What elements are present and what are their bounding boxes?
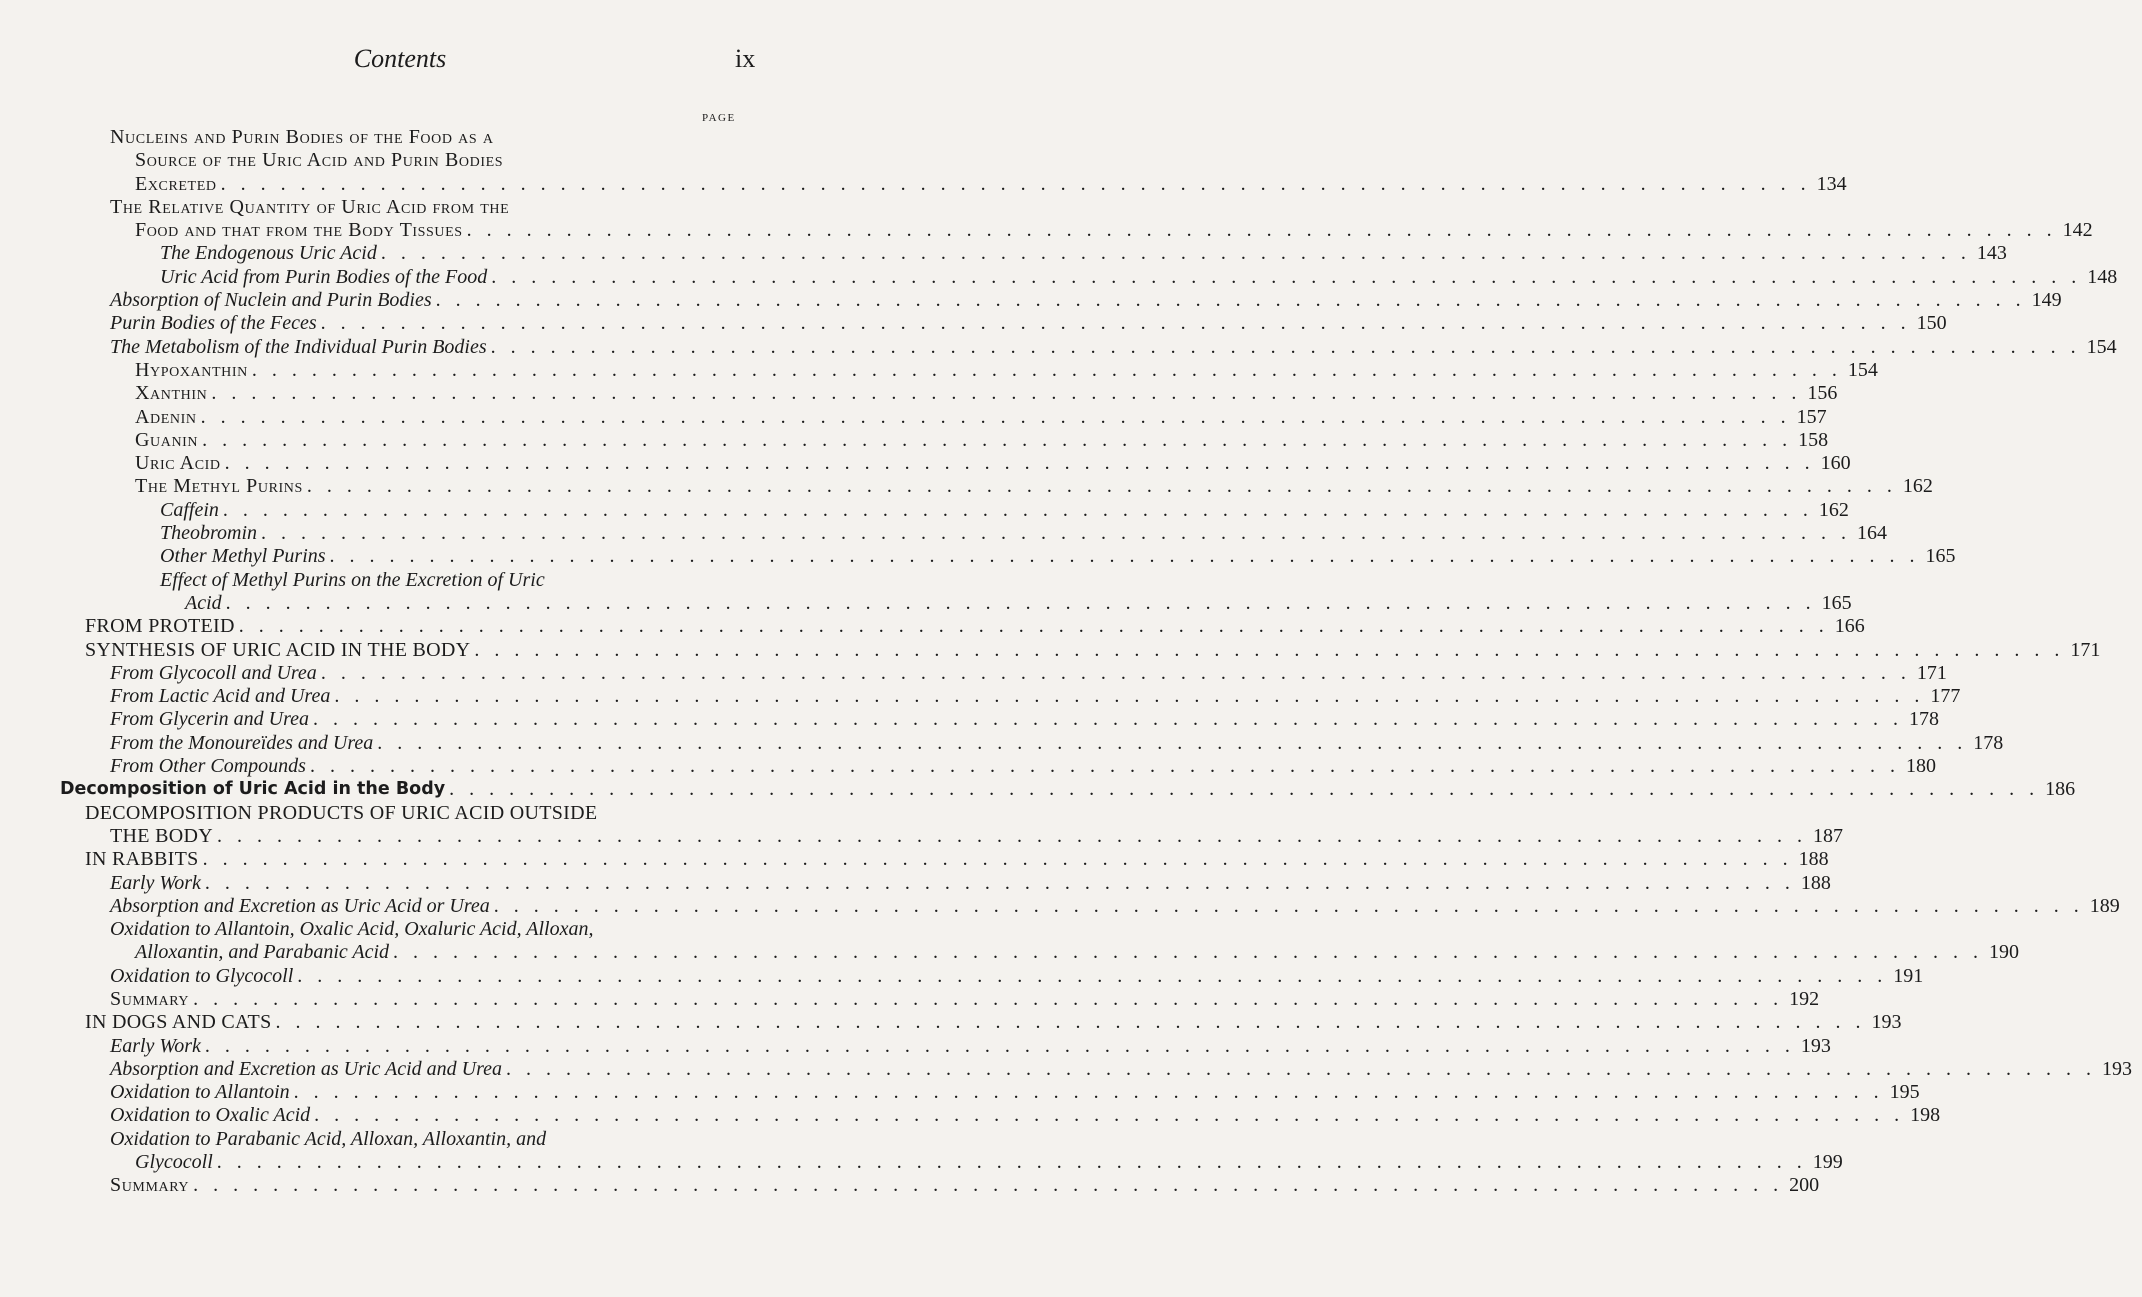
toc-entry: [0, 498, 1849, 522]
toc-entry: [0, 964, 1924, 988]
toc-entry: [0, 545, 1956, 568]
toc-entry-title: Uric Acid: [135, 452, 221, 475]
toc-entry-title: Food and that from the Body Tissues: [135, 219, 463, 242]
toc-entry-page: 150: [1916, 312, 1947, 335]
dot-leader: . . . . . . . . . . . . . . . . . . . . . . . . . . . . . . . . . . . . . . . . . . . . . . . . . . . . . . . . . . . . . . . . . . . . . . . . . . . . . . . .: [216, 824, 1807, 847]
toc-entry: [0, 428, 1829, 452]
dot-leader: . . . . . . . . . . . . . . . . . . . . . . . . . . . . . . . . . . . . . . . . . . . . . . . . . . . . . . . . . . . . . . . . . . . . . . . . . . . . . . . .: [224, 452, 1815, 475]
dot-leader: . . . . . . . . . . . . . . . . . . . . . . . . . . . . . . . . . . . . . . . . . . . . . . . . . . . . . . . . . . . . . . . . . . . . . . . . . . . . . . . .: [251, 358, 1842, 381]
toc-entry: [0, 638, 2101, 662]
toc-entry-page: 171: [2070, 638, 2101, 661]
toc-entry-page: 200: [1789, 1174, 1820, 1197]
toc-entry-page: 165: [1925, 545, 1956, 568]
dot-leader: . . . . . . . . . . . . . . . . . . . . . . . . . . . . . . . . . . . . . . . . . . . . . . . . . . . . . . . . . . . . . . . . . . . . . . . . . . . . . . . .: [493, 894, 2084, 917]
toc-entry-page: 195: [1889, 1081, 1920, 1104]
toc-entry-title: The Relative Quantity of Uric Acid from the: [110, 195, 510, 218]
dot-leader: . . . . . . . . . . . . . . . . . . . . . . . . . . . . . . . . . . . . . . . . . . . . . . . . . . . . . . . . . . . . . . . . . . . . . . . . . . . . . . . .: [202, 848, 1793, 871]
toc-entry-page: 190: [1989, 941, 2020, 964]
toc-entry-title: Purin Bodies of the Feces: [110, 312, 317, 335]
dot-leader: . . . . . . . . . . . . . . . . . . . . . . . . . . . . . . . . . . . . . . . . . . . . . . . . . . . . . . . . . . . . . . . . . . . . . . . . . . . . . . . .: [320, 312, 1911, 335]
toc-entry-title: Decomposition of Uric Acid in the Body: [60, 779, 446, 800]
dot-leader: . . . . . . . . . . . . . . . . . . . . . . . . . . . . . . . . . . . . . . . . . . . . . . . . . . . . . . . . . . . . . . . . . . . . . . . . . . . . . . . .: [506, 1057, 2096, 1080]
toc-entry-page: 191: [1893, 964, 1924, 987]
toc-entry: [0, 1104, 1941, 1127]
toc-entry-title: Oxidation to Parabanic Acid, Alloxan, Alloxantin, and: [110, 1127, 547, 1150]
toc-entry-page: 198: [1910, 1104, 1941, 1127]
toc-entry: [0, 894, 2120, 918]
toc-entry-page: 188: [1800, 871, 1831, 894]
dot-leader: . . . . . . . . . . . . . . . . . . . . . . . . . . . . . . . . . . . . . . . . . . . . . . . . . . . . . . . . . . . . . . . . . . . . . . . . . . . . . . . .: [200, 405, 1791, 428]
toc-entry-title: The Methyl Purins: [135, 475, 303, 498]
toc-entry-page: 143: [1976, 242, 2007, 265]
toc-entry-page: 157: [1796, 405, 1827, 428]
toc-entry: [0, 196, 711, 219]
toc-entry-title: Oxidation to Glycocoll: [110, 964, 294, 987]
toc-entry: [0, 312, 1947, 335]
toc-entry-page: 180: [1905, 755, 1936, 778]
toc-entry: [0, 615, 1865, 638]
toc-entry: [0, 708, 1940, 731]
dot-leader: . . . . . . . . . . . . . . . . . . . . . . . . . . . . . . . . . . . . . . . . . . . . . . . . . . . . . . . . . . . . . . . . . . . . . . . . . . . . . . . .: [297, 964, 1888, 987]
dot-leader: . . . . . . . . . . . . . . . . . . . . . . . . . . . . . . . . . . . . . . . . . . . . . . . . . . . . . . . . . . . . . . . . . . . . . . . . . . . . . . . .: [193, 987, 1784, 1010]
toc-entry-page: 164: [1857, 522, 1888, 545]
toc-entry: [0, 1174, 1820, 1197]
toc-entry-page: 189: [2089, 894, 2120, 917]
dot-leader: . . . . . . . . . . . . . . . . . . . . . . . . . . . . . . . . . . . . . . . . . . . . . . . . . . . . . . . . . . . . . . . . . . . . . . . . . . . . . . . .: [466, 219, 2057, 242]
toc-entry-title: Early Work: [110, 871, 201, 894]
dot-leader: . . . . . . . . . . . . . . . . . . . . . . . . . . . . . . . . . . . . . . . . . . . . . . . . . . . . . . . . . . . . . . . . . . . . . . . . . . . . . . . .: [225, 591, 1816, 614]
toc-entry: [0, 265, 2118, 289]
dot-leader: . . . . . . . . . . . . . . . . . . . . . . . . . . . . . . . . . . . . . . . . . . . . . . . . . . . . . . . . . . . . . . . . . . . . . . . . . . . . . . . .: [193, 1174, 1784, 1197]
toc-entry-title: Caffein: [160, 498, 219, 521]
toc-entry-title: From the Monoureïdes and Urea: [110, 731, 374, 754]
toc-entry-page: 142: [2062, 219, 2093, 242]
toc-entry: [0, 1034, 1831, 1058]
toc-entry-title: Glycocoll: [135, 1151, 213, 1174]
toc-entry: [0, 987, 1820, 1011]
dot-leader: . . . . . . . . . . . . . . . . . . . . . . . . . . . . . . . . . . . . . . . . . . . . . . . . . . . . . . . . . . . . . . . . . . . . . . . . . . . . . . . .: [320, 661, 1911, 684]
toc-entry-title: Alloxantin, and Parabanic Acid: [135, 941, 390, 964]
toc-entry-title: From Glycocoll and Urea: [110, 661, 317, 684]
toc-entry: [0, 731, 2004, 755]
running-header: [0, 44, 800, 84]
dot-leader: . . . . . . . . . . . . . . . . . . . . . . . . . . . . . . . . . . . . . . . . . . . . . . . . . . . . . . . . . . . . . . . . . . . . . . . . . . . . . . . .: [313, 708, 1904, 731]
toc-entry: [0, 172, 1847, 196]
page-column-label: PAGE: [702, 112, 736, 124]
toc-entry-title: Effect of Methyl Purins on the Excretion of Uric: [160, 568, 545, 591]
toc-entry-title: Oxidation to Oxalic Acid: [110, 1104, 311, 1127]
toc-entry: [0, 918, 711, 941]
toc-entry-title: Excreted: [135, 172, 217, 195]
toc-entry-page: 154: [1847, 358, 1878, 381]
dot-leader: . . . . . . . . . . . . . . . . . . . . . . . . . . . . . . . . . . . . . . . . . . . . . . . . . . . . . . . . . . . . . . . . . . . . . . . . . . . . . . . .: [261, 522, 1852, 545]
toc-entry-page: 192: [1789, 987, 1820, 1010]
toc-entry: [0, 591, 1852, 615]
toc-entry: [0, 1151, 1843, 1174]
toc-entry-title: Oxidation to Allantoin: [110, 1081, 290, 1104]
toc-entry: [0, 1081, 1920, 1104]
dot-leader: . . . . . . . . . . . . . . . . . . . . . . . . . . . . . . . . . . . . . . . . . . . . . . . . . . . . . . . . . . . . . . . . . . . . . . . . . . . . . . . .: [491, 265, 2082, 288]
toc-entry-title: Acid: [185, 591, 222, 614]
toc-entry-title: Source of the Uric Acid and Purin Bodies: [135, 149, 504, 172]
toc-entry: [0, 871, 1831, 895]
toc-entry-title: Guanin: [135, 428, 199, 451]
toc-entry-page: 134: [1816, 172, 1847, 195]
toc-entry: [0, 382, 1838, 405]
dot-leader: . . . . . . . . . . . . . . . . . . . . . . . . . . . . . . . . . . . . . . . . . . . . . . . . . . . . . . . . . . . . . . . . . . . . . . . . . . . . . . . .: [329, 545, 1920, 568]
toc-entry-page: 199: [1812, 1151, 1843, 1174]
toc-entry-page: 193: [2102, 1057, 2132, 1080]
toc-entry-page: 193: [1871, 1011, 1902, 1034]
toc-entry-title: From Other Compounds: [110, 755, 306, 778]
toc-entry: [0, 848, 1829, 871]
dot-leader: . . . . . . . . . . . . . . . . . . . . . . . . . . . . . . . . . . . . . . . . . . . . . . . . . . . . . . . . . . . . . . . . . . . . . . . . . . . . . . . .: [293, 1081, 1884, 1104]
toc-entry: [0, 452, 1851, 475]
toc-entry-page: 187: [1812, 824, 1843, 847]
toc-entry-page: 193: [1800, 1034, 1831, 1057]
dot-leader: . . . . . . . . . . . . . . . . . . . . . . . . . . . . . . . . . . . . . . . . . . . . . . . . . . . . . . . . . . . . . . . . . . . . . . . . . . . . . . . .: [306, 475, 1897, 498]
toc-entry-title: From Glycerin and Urea: [110, 708, 310, 731]
toc-entry: [0, 335, 2117, 359]
toc-entry-title: FROM PROTEID: [85, 615, 235, 638]
toc-entry: [0, 941, 2020, 964]
dot-leader: . . . . . . . . . . . . . . . . . . . . . . . . . . . . . . . . . . . . . . . . . . . . . . . . . . . . . . . . . . . . . . . . . . . . . . . . . . . . . . . .: [449, 778, 2040, 801]
dot-leader: . . . . . . . . . . . . . . . . . . . . . . . . . . . . . . . . . . . . . . . . . . . . . . . . . . . . . . . . . . . . . . . . . . . . . . . . . . . . . . . .: [275, 1011, 1866, 1034]
toc-entry: [0, 685, 1961, 708]
dot-leader: . . . . . . . . . . . . . . . . . . . . . . . . . . . . . . . . . . . . . . . . . . . . . . . . . . . . . . . . . . . . . . . . . . . . . . . . . . . . . . . .: [309, 755, 1900, 778]
toc-entry-page: 171: [1916, 661, 1947, 684]
toc-entry-title: IN DOGS AND CATS: [85, 1011, 272, 1034]
toc-entry-title: Oxidation to Allantoin, Oxalic Acid, Oxaluric Acid, Alloxan,: [110, 918, 594, 941]
toc-entry-title: Nucleins and Purin Bodies of the Food as a: [110, 126, 494, 148]
toc-entry-title: The Endogenous Uric Acid: [160, 242, 377, 265]
toc-entry-page: 149: [2031, 289, 2062, 312]
toc-entry-title: SYNTHESIS OF URIC ACID IN THE BODY: [85, 638, 471, 661]
toc-entry-title: IN RABBITS: [85, 848, 199, 871]
toc-entry-title: THE BODY: [110, 824, 213, 847]
toc-entry-title: Hypoxanthin: [135, 358, 248, 381]
dot-leader: . . . . . . . . . . . . . . . . . . . . . . . . . . . . . . . . . . . . . . . . . . . . . . . . . . . . . . . . . . . . . . . . . . . . . . . . . . . . . . . .: [216, 1151, 1807, 1174]
dot-leader: . . . . . . . . . . . . . . . . . . . . . . . . . . . . . . . . . . . . . . . . . . . . . . . . . . . . . . . . . . . . . . . . . . . . . . . . . . . . . . . .: [474, 638, 2065, 661]
toc-entry-title: Summary: [110, 987, 190, 1010]
toc-entry: [0, 661, 1947, 685]
toc-entry-page: 186: [2045, 778, 2076, 801]
toc-entry-page: 162: [1818, 498, 1849, 521]
dot-leader: . . . . . . . . . . . . . . . . . . . . . . . . . . . . . . . . . . . . . . . . . . . . . . . . . . . . . . . . . . . . . . . . . . . . . . . . . . . . . . . .: [377, 731, 1968, 754]
toc-entry: [0, 358, 1878, 382]
toc-entry: [0, 1011, 1902, 1034]
toc-entry: [0, 475, 1933, 498]
dot-leader: . . . . . . . . . . . . . . . . . . . . . . . . . . . . . . . . . . . . . . . . . . . . . . . . . . . . . . . . . . . . . . . . . . . . . . . . . . . . . . . .: [380, 242, 1971, 265]
toc-entry: [0, 219, 2093, 242]
running-title: Contents: [353, 44, 447, 73]
dot-leader: . . . . . . . . . . . . . . . . . . . . . . . . . . . . . . . . . . . . . . . . . . . . . . . . . . . . . . . . . . . . . . . . . . . . . . . . . . . . . . . .: [211, 382, 1802, 405]
dot-leader: . . . . . . . . . . . . . . . . . . . . . . . . . . . . . . . . . . . . . . . . . . . . . . . . . . . . . . . . . . . . . . . . . . . . . . . . . . . . . . . .: [334, 685, 1925, 708]
toc-entry: [0, 755, 1936, 778]
toc-entry-page: 162: [1902, 475, 1933, 498]
toc-entry-title: Absorption and Excretion as Uric Acid and Urea: [110, 1057, 502, 1080]
toc-entry-title: Xanthin: [135, 382, 208, 405]
toc-entry-page: 148: [2087, 265, 2118, 288]
toc-entry: [0, 824, 1843, 848]
toc-entry-title: Absorption of Nuclein and Purin Bodies: [110, 289, 432, 312]
toc-entry: [0, 149, 711, 172]
toc-entry-page: 154: [2086, 335, 2117, 358]
toc-entry-page: 178: [1973, 731, 2004, 754]
toc-entry-page: 158: [1798, 428, 1829, 451]
toc-entry-page: 156: [1807, 382, 1838, 405]
toc-entry-title: From Lactic Acid and Urea: [110, 685, 331, 708]
toc-entry-title: The Metabolism of the Individual Purin Bodies: [110, 335, 487, 358]
toc-entry: [0, 802, 711, 825]
toc-entry: [0, 126, 711, 149]
toc-entry-title: Uric Acid from Purin Bodies of the Food: [160, 265, 488, 288]
dot-leader: . . . . . . . . . . . . . . . . . . . . . . . . . . . . . . . . . . . . . . . . . . . . . . . . . . . . . . . . . . . . . . . . . . . . . . . . . . . . . . . .: [202, 428, 1793, 451]
toc-entry-title: Theobromin: [160, 522, 258, 545]
dot-leader: . . . . . . . . . . . . . . . . . . . . . . . . . . . . . . . . . . . . . . . . . . . . . . . . . . . . . . . . . . . . . . . . . . . . . . . . . . . . . . . .: [222, 498, 1813, 521]
toc-entry: [0, 242, 2007, 265]
toc-entry-title: Other Methyl Purins: [160, 545, 326, 568]
dot-leader: . . . . . . . . . . . . . . . . . . . . . . . . . . . . . . . . . . . . . . . . . . . . . . . . . . . . . . . . . . . . . . . . . . . . . . . . . . . . . . . .: [220, 172, 1811, 195]
table-of-contents: [0, 126, 2132, 1198]
toc-entry: [0, 778, 2076, 801]
toc-entry-page: 188: [1798, 848, 1829, 871]
toc-entry-page: 177: [1930, 685, 1961, 708]
dot-leader: . . . . . . . . . . . . . . . . . . . . . . . . . . . . . . . . . . . . . . . . . . . . . . . . . . . . . . . . . . . . . . . . . . . . . . . . . . . . . . . .: [238, 615, 1829, 638]
toc-entry-title: Early Work: [110, 1034, 201, 1057]
toc-entry-page: 165: [1821, 591, 1852, 614]
toc-entry-page: 178: [1909, 708, 1940, 731]
toc-entry-title: DECOMPOSITION PRODUCTS OF URIC ACID OUTSIDE: [85, 801, 598, 824]
toc-entry: [0, 405, 1827, 429]
dot-leader: . . . . . . . . . . . . . . . . . . . . . . . . . . . . . . . . . . . . . . . . . . . . . . . . . . . . . . . . . . . . . . . . . . . . . . . . . . . . . . . .: [393, 941, 1984, 964]
dot-leader: . . . . . . . . . . . . . . . . . . . . . . . . . . . . . . . . . . . . . . . . . . . . . . . . . . . . . . . . . . . . . . . . . . . . . . . . . . . . . . . .: [435, 289, 2026, 312]
page-number: ix: [735, 44, 756, 73]
toc-entry-title: Adenin: [135, 405, 197, 428]
toc-entry-title: Summary: [110, 1174, 190, 1197]
toc-entry: [0, 1128, 711, 1151]
dot-leader: . . . . . . . . . . . . . . . . . . . . . . . . . . . . . . . . . . . . . . . . . . . . . . . . . . . . . . . . . . . . . . . . . . . . . . . . . . . . . . . .: [314, 1104, 1905, 1127]
toc-entry-page: 160: [1820, 452, 1851, 475]
dot-leader: . . . . . . . . . . . . . . . . . . . . . . . . . . . . . . . . . . . . . . . . . . . . . . . . . . . . . . . . . . . . . . . . . . . . . . . . . . . . . . . .: [204, 1034, 1795, 1057]
dot-leader: . . . . . . . . . . . . . . . . . . . . . . . . . . . . . . . . . . . . . . . . . . . . . . . . . . . . . . . . . . . . . . . . . . . . . . . . . . . . . . . .: [490, 335, 2081, 358]
toc-entry: [0, 569, 711, 592]
toc-entry: [0, 289, 2062, 312]
dot-leader: . . . . . . . . . . . . . . . . . . . . . . . . . . . . . . . . . . . . . . . . . . . . . . . . . . . . . . . . . . . . . . . . . . . . . . . . . . . . . . . .: [204, 871, 1795, 894]
toc-entry: [0, 1057, 2132, 1081]
toc-entry: [0, 522, 1888, 545]
toc-entry-page: 166: [1834, 615, 1865, 638]
toc-entry-title: Absorption and Excretion as Uric Acid or Urea: [110, 894, 490, 917]
